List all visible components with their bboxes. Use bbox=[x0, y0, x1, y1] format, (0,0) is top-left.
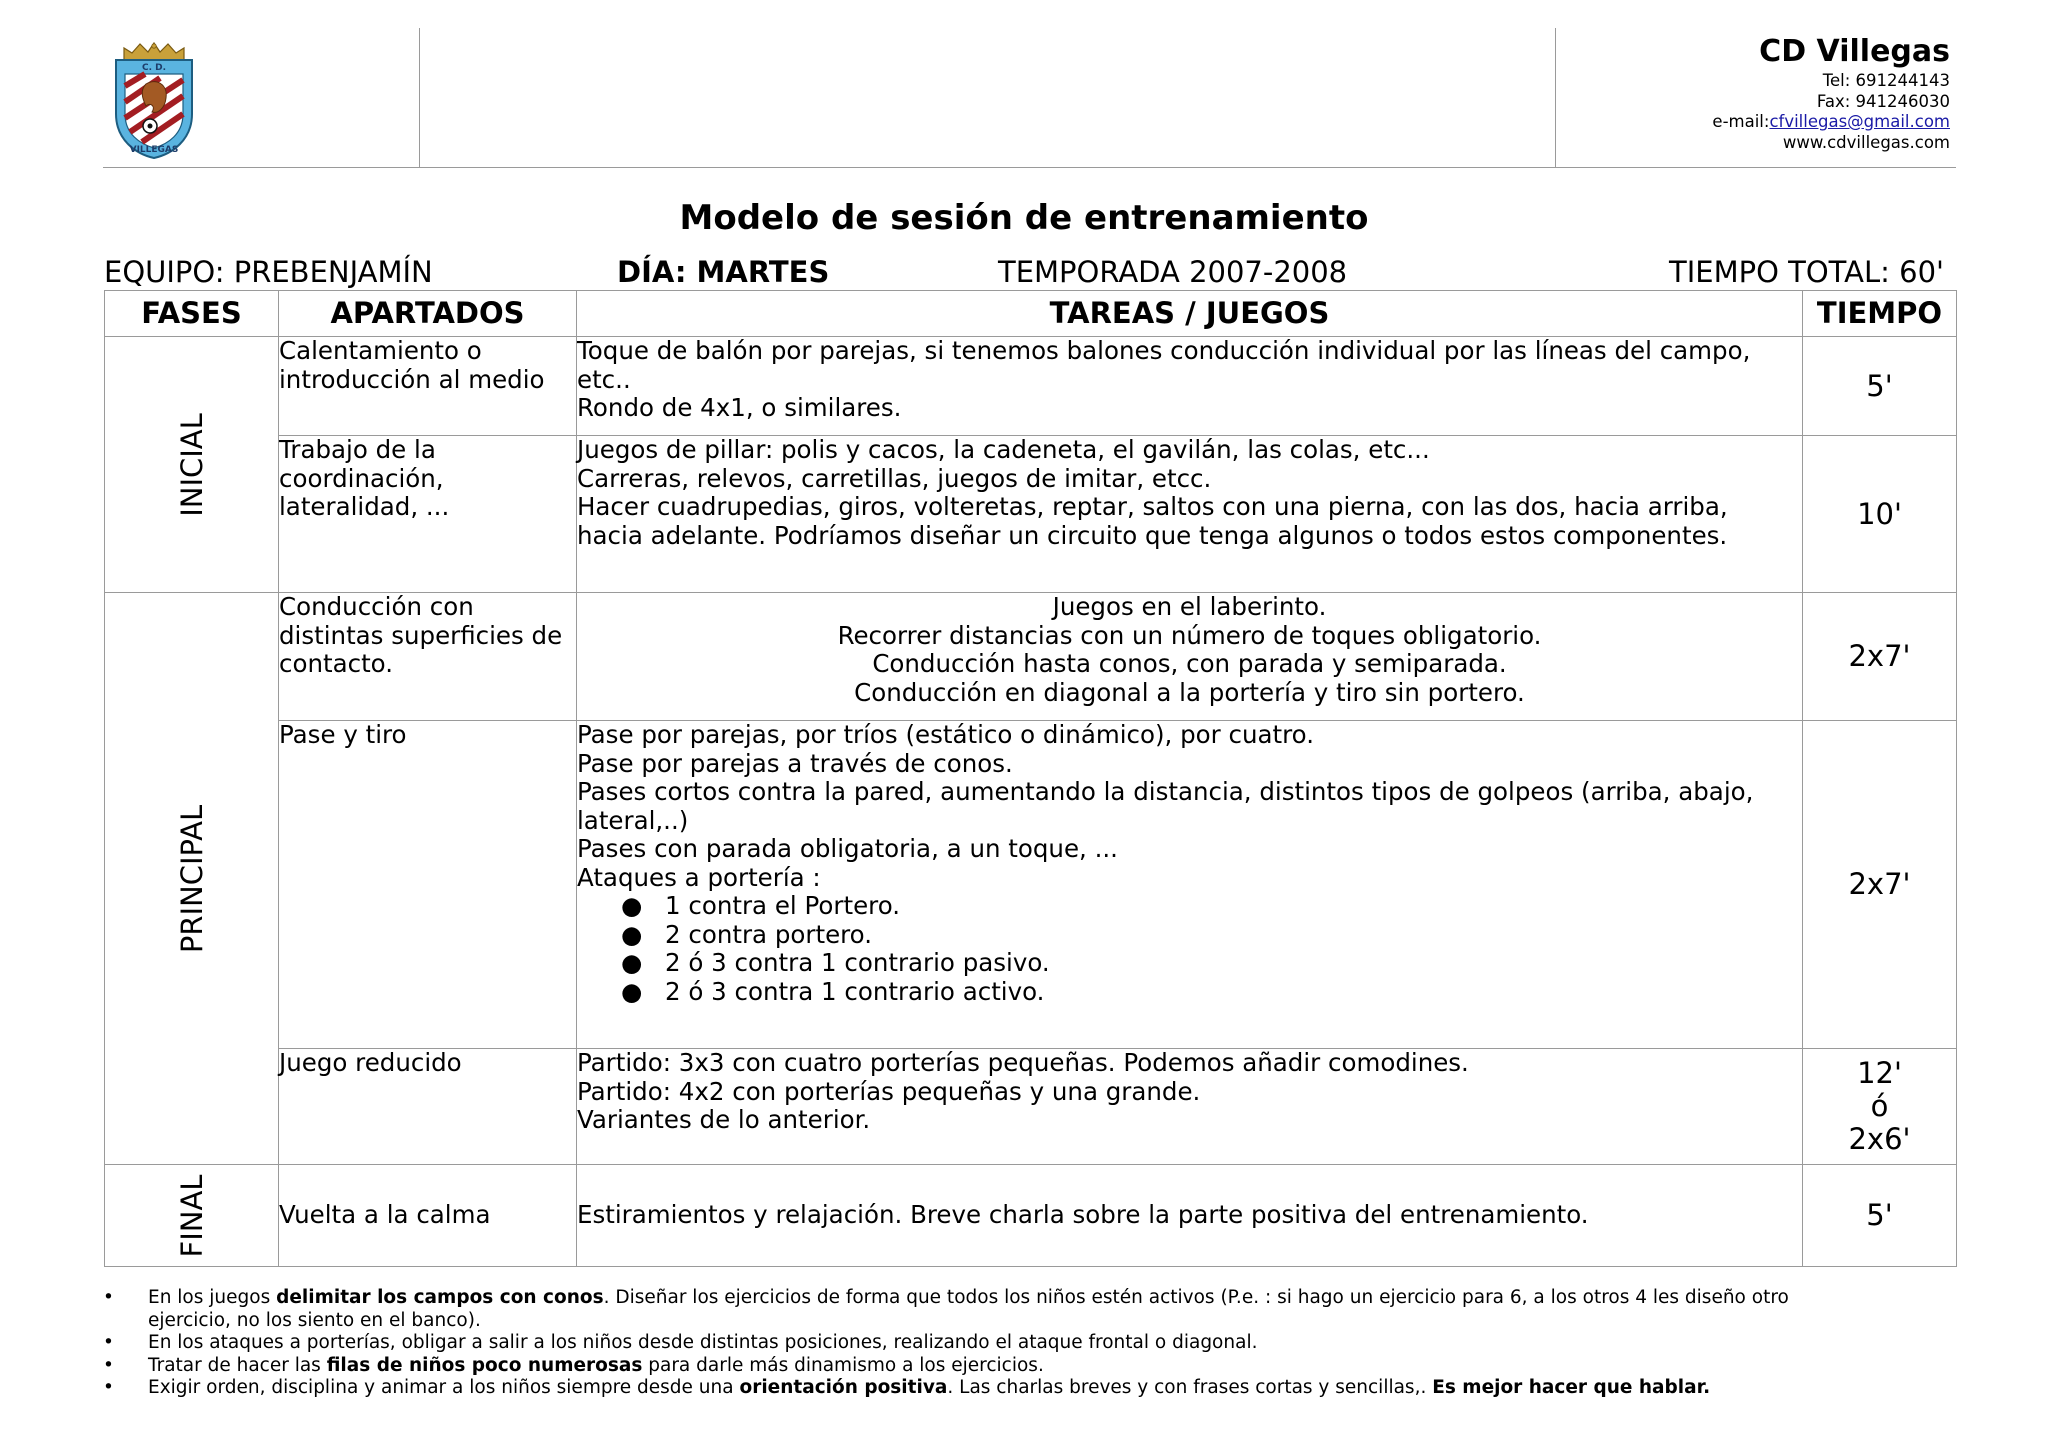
tareas-cell bbox=[577, 593, 1803, 721]
club-crest-logo bbox=[110, 40, 198, 160]
club-website: www.cdvillegas.com bbox=[1782, 132, 1950, 152]
notes-list bbox=[103, 1287, 1958, 1400]
tareas-cell bbox=[577, 721, 1803, 1049]
phase-cell-final bbox=[105, 1165, 279, 1267]
table-row bbox=[105, 1165, 1957, 1267]
tarea-line: Partido: 3x3 con cuatro porterías pequeñas. Podemos añadir comodines. bbox=[577, 1048, 1469, 1077]
tiempo-cell: 2x7' bbox=[1803, 721, 1957, 1049]
apartado-cell bbox=[279, 1049, 577, 1165]
meta-tiempo-total: TIEMPO TOTAL: 60' bbox=[1668, 255, 1944, 289]
apartado-line: Calentamiento o bbox=[279, 336, 482, 365]
tarea-line: Conducción hasta conos, con parada y semiparada. bbox=[872, 649, 1507, 678]
bullet-text: 1 contra el Portero. bbox=[665, 891, 901, 920]
tiempo-line: ó bbox=[1870, 1089, 1889, 1123]
meta-temporada: TEMPORADA 2007-2008 bbox=[998, 255, 1348, 289]
note-text: para darle más dinamismo a los ejercicios. bbox=[642, 1354, 1044, 1376]
tarea-line: Estiramientos y relajación. Breve charla sobre la parte positiva del entrenamiento. bbox=[577, 1200, 1589, 1230]
list-item bbox=[577, 892, 1802, 921]
table-row bbox=[105, 593, 1957, 721]
header-divider bbox=[1555, 28, 1556, 167]
club-name: CD Villegas bbox=[1759, 34, 1950, 69]
tarea-line: Juegos de pillar: polis y cacos, la cadeneta, el gavilán, las colas, etc... bbox=[577, 435, 1430, 464]
tarea-line: Pase por parejas, por tríos (estático o dinámico), por cuatro. bbox=[577, 720, 1314, 749]
apartado-line: Vuelta a la calma bbox=[279, 1200, 491, 1230]
tareas-cell bbox=[577, 436, 1803, 593]
list-item bbox=[103, 1355, 1958, 1378]
note-text: Exigir orden, disciplina y animar a los niños siempre desde una bbox=[148, 1377, 740, 1398]
bullet-text: 2 contra portero. bbox=[665, 919, 873, 949]
note-text: Tratar de hacer las bbox=[148, 1354, 327, 1376]
phase-label: FINAL bbox=[174, 1174, 209, 1257]
table-row bbox=[105, 1049, 1957, 1165]
club-fax: Fax: 941246030 bbox=[1816, 91, 1950, 111]
tiempo-cell bbox=[1803, 1049, 1957, 1165]
bullet-text: 2 ó 3 contra 1 contrario activo. bbox=[665, 976, 1045, 1006]
bullet-glyph: ● bbox=[621, 919, 643, 949]
apartado-cell bbox=[279, 721, 577, 1049]
list-item bbox=[103, 1287, 1958, 1332]
note-text: En los ataques a porterías, obligar a salir a los niños desde distintas posiciones, realizando el ataque frontal o diagonal. bbox=[148, 1332, 1258, 1353]
logo-text-bottom: VILLEGAS bbox=[129, 145, 179, 155]
list-item bbox=[577, 921, 1802, 950]
tarea-line: Recorrer distancias con un número de toques obligatorio. bbox=[837, 620, 1542, 650]
tiempo-cell: 5' bbox=[1803, 1165, 1957, 1267]
header-fases: FASES bbox=[105, 291, 279, 337]
tiempo-cell: 2x7' bbox=[1803, 593, 1957, 721]
phase-cell-inicial bbox=[105, 337, 279, 593]
bullet-glyph: ● bbox=[621, 976, 643, 1006]
note-text: ejercicio, no los siento en el banco). bbox=[148, 1309, 481, 1331]
phase-cell-principal bbox=[105, 593, 279, 1165]
note-text: En los juegos bbox=[148, 1287, 277, 1308]
note-text: . Diseñar los ejercicios de forma que todos los niños estén activos (P.e. : si hago un ejercicio para 6, a los otros 4 les diseño otro bbox=[603, 1287, 1789, 1308]
apartado-line: distintas superficies de bbox=[279, 620, 563, 650]
list-item bbox=[103, 1377, 1958, 1400]
tarea-line: Pases con parada obligatoria, a un toque, ... bbox=[577, 834, 1118, 863]
bullet-glyph: • bbox=[103, 1287, 114, 1308]
training-session-table bbox=[104, 290, 1957, 1267]
tarea-line: lateral,..) bbox=[577, 805, 689, 835]
apartado-cell bbox=[279, 1165, 577, 1267]
meta-equipo: EQUIPO: PREBENJAMÍN bbox=[104, 255, 433, 289]
apartado-cell bbox=[279, 436, 577, 593]
note-emphasis: orientación positiva bbox=[739, 1377, 948, 1398]
bullet-glyph: ● bbox=[621, 891, 643, 920]
note-text: . Las charlas breves y con frases cortas y sencillas,. bbox=[947, 1377, 1433, 1398]
apartado-line: Conducción con bbox=[279, 592, 474, 621]
list-item bbox=[577, 949, 1802, 978]
note-emphasis: filas de niños poco numerosas bbox=[326, 1354, 643, 1376]
header-apartados: APARTADOS bbox=[279, 291, 577, 337]
table-row bbox=[105, 721, 1957, 1049]
tarea-line: Juegos en el laberinto. bbox=[1052, 592, 1327, 621]
email-label: e-mail: bbox=[1712, 112, 1770, 131]
tarea-line: Rondo de 4x1, o similares. bbox=[577, 393, 902, 422]
apartado-line: lateralidad, ... bbox=[279, 492, 450, 521]
list-item bbox=[577, 978, 1802, 1007]
table-row bbox=[105, 436, 1957, 593]
tiempo-line: 2x6' bbox=[1848, 1122, 1911, 1156]
list-item bbox=[103, 1332, 1958, 1355]
header-divider bbox=[419, 28, 420, 167]
tarea-line: Toque de balón por parejas, si tenemos balones conducción individual por las líneas del campo, bbox=[577, 336, 1751, 365]
logo-text-top: C. D. bbox=[141, 63, 167, 73]
apartado-line: contacto. bbox=[279, 649, 394, 678]
table-row bbox=[105, 337, 1957, 436]
tiempo-line: 12' bbox=[1857, 1056, 1902, 1090]
tarea-line: Pase por parejas a través de conos. bbox=[577, 748, 1013, 778]
meta-dia: DÍA: MARTES bbox=[617, 255, 830, 289]
tareas-cell bbox=[577, 1165, 1803, 1267]
tarea-line: Carreras, relevos, carretillas, juegos de imitar, etcc. bbox=[577, 463, 1212, 493]
tareas-cell bbox=[577, 337, 1803, 436]
apartado-line: introducción al medio bbox=[279, 364, 545, 394]
tarea-line: Ataques a portería : bbox=[577, 862, 821, 892]
phase-label: PRINCIPAL bbox=[174, 804, 209, 953]
tarea-line: Pases cortos contra la pared, aumentando la distancia, distintos tipos de golpeos (arriba, abajo, bbox=[577, 777, 1754, 806]
document-title: Modelo de sesión de entrenamiento bbox=[679, 198, 1369, 238]
phase-label: INICIAL bbox=[174, 412, 209, 517]
tarea-line: Conducción en diagonal a la portería y tiro sin portero. bbox=[854, 677, 1525, 707]
club-contact-block bbox=[1712, 33, 1950, 153]
page-header bbox=[103, 28, 1956, 168]
tareas-cell bbox=[577, 1049, 1803, 1165]
tarea-line: Variantes de lo anterior. bbox=[577, 1105, 871, 1134]
apartado-cell bbox=[279, 593, 577, 721]
tiempo-cell: 5' bbox=[1803, 337, 1957, 436]
apartado-line: Pase y tiro bbox=[279, 720, 407, 749]
apartado-line: Trabajo de la bbox=[279, 435, 436, 464]
apartado-line: coordinación, bbox=[279, 463, 444, 493]
email-link[interactable]: cfvillegas@gmail.com bbox=[1769, 112, 1950, 131]
tiempo-cell: 10' bbox=[1803, 436, 1957, 593]
tarea-line: hacia adelante. Podríamos diseñar un circuito que tenga algunos o todos estos componentes. bbox=[577, 520, 1728, 550]
bullet-text: 2 ó 3 contra 1 contrario pasivo. bbox=[665, 948, 1050, 977]
tarea-line: etc.. bbox=[577, 364, 631, 394]
note-emphasis: delimitar los campos con conos bbox=[276, 1287, 604, 1308]
bullet-glyph: • bbox=[103, 1377, 114, 1398]
header-tiempo: TIEMPO bbox=[1803, 291, 1957, 337]
table-header-row bbox=[105, 291, 1957, 337]
bullet-glyph: • bbox=[103, 1354, 114, 1376]
tarea-line: Hacer cuadrupedias, giros, volteretas, reptar, saltos con una pierna, con las dos, hacia arriba, bbox=[577, 492, 1728, 521]
note-emphasis: Es mejor hacer que hablar. bbox=[1432, 1377, 1711, 1398]
tarea-line: Partido: 4x2 con porterías pequeñas y una grande. bbox=[577, 1076, 1201, 1106]
bullet-glyph: ● bbox=[621, 948, 643, 977]
club-email-line bbox=[1712, 112, 1950, 133]
club-phone: Tel: 691244143 bbox=[1822, 71, 1950, 90]
bullet-glyph: • bbox=[103, 1332, 114, 1353]
header-tareas: TAREAS / JUEGOS bbox=[577, 291, 1803, 337]
apartado-cell bbox=[279, 337, 577, 436]
apartado-line: Juego reducido bbox=[279, 1048, 462, 1077]
